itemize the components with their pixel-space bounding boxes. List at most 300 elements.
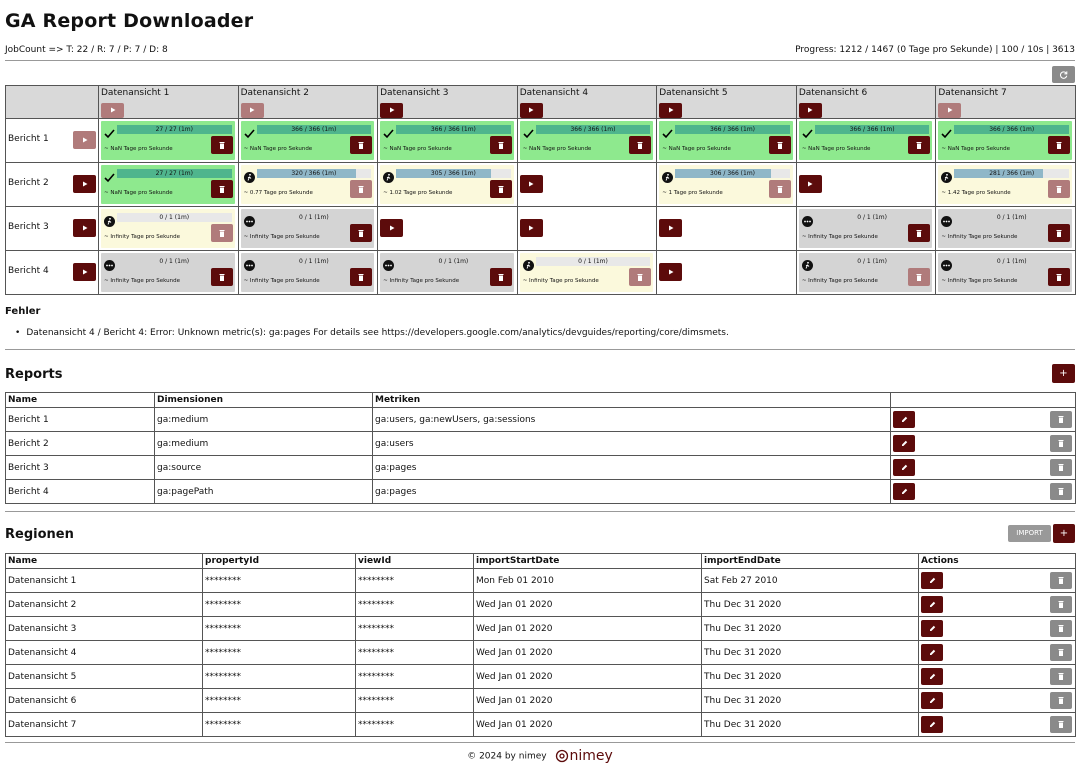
job-count: JobCount => T: 22 / R: 7 / P: 7 / D: 8	[5, 45, 168, 55]
trash-icon	[777, 142, 783, 149]
job-cell	[99, 119, 239, 163]
edit-region-button[interactable]	[921, 692, 943, 709]
trash-icon	[1056, 142, 1062, 149]
logo-text: nimey	[569, 748, 613, 764]
trash-icon	[219, 230, 225, 237]
table-cell: Sat Feb 27 2010	[702, 569, 919, 593]
pending-icon	[802, 216, 813, 227]
status-icon	[941, 124, 952, 135]
progress-label: 27 / 27 (1m)	[155, 170, 193, 177]
progress-status: Progress: 1212 / 1467 (0 Tage pro Sekunde) | 100 / 10s | 3613	[795, 45, 1075, 55]
job-cell	[99, 251, 239, 295]
progress-label: 366 / 366 (1m)	[710, 126, 756, 133]
table-cell: Thu Dec 31 2020	[702, 641, 919, 665]
progress-label: 0 / 1 (1m)	[159, 258, 190, 265]
job-status-box	[938, 165, 1072, 204]
rate-text: ~ Infinity Tage pro Sekunde	[941, 234, 1018, 240]
play-icon	[110, 107, 116, 113]
progress-label: 0 / 1 (1m)	[996, 258, 1027, 265]
run-view-button[interactable]	[101, 103, 124, 118]
delete-job-button[interactable]	[211, 224, 233, 242]
table-cell: ********	[356, 593, 474, 617]
trash-icon	[358, 230, 364, 237]
table-cell: ga:pagePath	[155, 480, 373, 504]
divider	[5, 349, 1075, 350]
trash-icon	[358, 274, 364, 281]
delete-job-button[interactable]	[908, 224, 930, 242]
pending-icon	[941, 260, 952, 271]
status-icon	[383, 256, 394, 267]
footer	[0, 748, 1080, 764]
trash-icon	[1058, 464, 1064, 471]
progress-bar	[536, 257, 651, 266]
play-icon	[668, 107, 674, 113]
edit-report-button[interactable]	[893, 483, 915, 500]
check-icon	[523, 128, 534, 139]
status-icon	[523, 124, 534, 135]
pending-icon	[104, 260, 115, 271]
job-status-box	[241, 253, 375, 292]
table-row	[6, 593, 1076, 617]
progress-bar	[396, 257, 511, 266]
view-column-header	[378, 86, 518, 119]
page-title: GA Report Downloader	[5, 10, 254, 32]
play-icon	[807, 181, 813, 187]
trash-icon	[916, 142, 922, 149]
refresh-icon	[1060, 71, 1068, 79]
run-view-button[interactable]	[520, 103, 543, 118]
status-icon	[802, 212, 813, 223]
table-cell: Wed Jan 01 2020	[474, 641, 702, 665]
status-icon	[104, 212, 115, 223]
play-icon	[389, 225, 395, 231]
job-cell	[378, 251, 518, 295]
progress-label: 320 / 366 (1m)	[291, 170, 337, 177]
progress-label: 366 / 366 (1m)	[291, 126, 337, 133]
report-row-header	[6, 119, 99, 163]
delete-job-button[interactable]	[350, 136, 372, 154]
job-status-box	[938, 121, 1072, 160]
rate-text: ~ 1.02 Tage pro Sekunde	[383, 190, 453, 196]
progress-bar	[815, 257, 930, 266]
play-icon	[528, 225, 534, 231]
rate-text: ~ Infinity Tage pro Sekunde	[941, 278, 1018, 284]
check-icon	[662, 128, 673, 139]
progress-bar	[954, 125, 1069, 134]
run-view-button[interactable]	[659, 103, 682, 118]
run-view-button[interactable]	[380, 103, 403, 118]
delete-job-button[interactable]	[211, 268, 233, 286]
regions-table	[5, 553, 1076, 737]
delete-job-button[interactable]	[490, 268, 512, 286]
edit-icon	[901, 488, 908, 495]
progress-label: 0 / 1 (1m)	[298, 258, 329, 265]
delete-job-button[interactable]	[211, 180, 233, 198]
delete-region-button[interactable]	[1050, 716, 1072, 733]
trash-icon	[1058, 577, 1064, 584]
rate-text: ~ 1 Tage pro Sekunde	[662, 190, 723, 196]
trash-icon	[219, 186, 225, 193]
job-status-box	[799, 209, 933, 248]
status-icon	[104, 124, 115, 135]
status-icon	[662, 124, 673, 135]
view-name: Datenansicht 7	[938, 88, 1007, 98]
view-column-header	[517, 86, 657, 119]
status-icon	[802, 256, 813, 267]
status-icon	[104, 168, 115, 179]
job-cell	[99, 163, 239, 207]
edit-region-button[interactable]	[921, 644, 943, 661]
job-cell	[657, 251, 797, 295]
run-report-button[interactable]	[73, 219, 96, 237]
job-cell	[517, 251, 657, 295]
run-job-button[interactable]	[520, 175, 543, 193]
edit-region-button[interactable]	[921, 596, 943, 613]
report-name: Bericht 3	[8, 222, 49, 232]
job-cell	[796, 251, 936, 295]
table-row	[6, 641, 1076, 665]
job-status-box	[659, 165, 793, 204]
at-icon	[555, 749, 569, 763]
table-row	[6, 408, 1076, 432]
view-name: Datenansicht 2	[240, 88, 309, 98]
progress-label: 0 / 1 (1m)	[857, 258, 887, 265]
edit-region-button[interactable]	[921, 668, 943, 685]
table-cell: Thu Dec 31 2020	[702, 665, 919, 689]
table-cell: ********	[356, 641, 474, 665]
view-column-header	[936, 86, 1076, 119]
import-button[interactable]: IMPORT	[1008, 525, 1051, 542]
delete-region-button[interactable]	[1050, 692, 1072, 709]
table-cell: Wed Jan 01 2020	[474, 593, 702, 617]
table-row	[6, 713, 1076, 737]
table-row	[6, 480, 1076, 504]
pending-icon	[383, 260, 394, 271]
refresh-button[interactable]	[1052, 66, 1075, 83]
table-row	[6, 569, 1076, 593]
trash-icon	[916, 274, 922, 281]
table-cell: ********	[203, 593, 356, 617]
edit-report-button[interactable]	[893, 459, 915, 476]
running-icon	[941, 172, 952, 183]
trash-icon	[1058, 440, 1064, 447]
table-cell: Wed Jan 01 2020	[474, 689, 702, 713]
add-report-button[interactable]: +	[1052, 364, 1075, 383]
check-icon	[104, 128, 115, 139]
progress-label: 0 / 1 (1m)	[298, 214, 329, 221]
report-name: Bericht 1	[8, 134, 49, 144]
progress-label: 27 / 27 (1m)	[155, 126, 193, 133]
edit-region-button[interactable]	[921, 620, 943, 637]
view-name: Datenansicht 5	[659, 88, 728, 98]
table-cell: Wed Jan 01 2020	[474, 617, 702, 641]
edit-icon	[929, 721, 936, 728]
actions-cell	[919, 665, 1076, 689]
report-name: Bericht 4	[8, 266, 49, 276]
add-region-button[interactable]: +	[1053, 524, 1075, 543]
delete-job-button[interactable]	[350, 268, 372, 286]
job-cell	[936, 251, 1076, 295]
progress-bar	[954, 213, 1069, 222]
status-icon	[244, 212, 255, 223]
progress-bar	[954, 257, 1069, 266]
table-cell: ga:medium	[155, 432, 373, 456]
delete-job-button[interactable]	[350, 180, 372, 198]
running-icon	[104, 216, 115, 227]
job-cell	[936, 163, 1076, 207]
job-status-box	[799, 253, 933, 292]
trash-icon	[1058, 488, 1064, 495]
job-cell	[936, 119, 1076, 163]
rate-text: ~ NaN Tage pro Sekunde	[941, 146, 1011, 152]
run-view-button[interactable]	[241, 103, 264, 118]
actions-cell	[891, 480, 1076, 504]
play-icon	[389, 107, 395, 113]
column-header: Dimensionen	[155, 393, 373, 408]
table-cell: ga:pages	[373, 480, 891, 504]
table-cell: ga:source	[155, 456, 373, 480]
trash-icon	[1058, 649, 1064, 656]
table-cell: Datenansicht 4	[6, 641, 203, 665]
job-status-box	[938, 253, 1072, 292]
job-status-box	[938, 209, 1072, 248]
progress-bar	[257, 257, 372, 266]
status-icon	[383, 168, 394, 179]
trash-icon	[358, 186, 364, 193]
job-status-box	[380, 121, 514, 160]
job-cell	[936, 207, 1076, 251]
rate-text: ~ Infinity Tage pro Sekunde	[104, 278, 181, 284]
run-report-button[interactable]	[73, 131, 96, 149]
delete-job-button[interactable]	[769, 136, 791, 154]
job-cell	[238, 251, 378, 295]
running-icon	[662, 172, 673, 183]
rate-text: ~ NaN Tage pro Sekunde	[243, 146, 313, 152]
view-name: Datenansicht 1	[101, 88, 170, 98]
delete-region-button[interactable]	[1050, 572, 1072, 589]
copyright: © 2024 by nimey	[467, 751, 547, 762]
delete-job-button[interactable]	[350, 224, 372, 242]
delete-report-button[interactable]	[1050, 411, 1072, 428]
table-cell: ********	[356, 617, 474, 641]
report-row	[6, 207, 1076, 251]
run-job-button[interactable]	[520, 219, 543, 237]
job-cell	[517, 163, 657, 207]
progress-bar	[117, 169, 232, 178]
rate-text: ~ Infinity Tage pro Sekunde	[383, 278, 460, 284]
job-cell	[238, 119, 378, 163]
progress-bar	[117, 125, 232, 134]
progress-label: 366 / 366 (1m)	[570, 126, 616, 133]
delete-job-button[interactable]	[629, 136, 651, 154]
trash-icon	[498, 142, 504, 149]
rate-text: ~ 1.42 Tage pro Sekunde	[941, 190, 1011, 196]
progress-label: 306 / 366 (1m)	[710, 170, 756, 177]
trash-icon	[637, 142, 643, 149]
job-status-box	[520, 121, 654, 160]
play-icon	[807, 107, 813, 113]
progress-bar	[396, 169, 511, 178]
divider	[5, 60, 1075, 61]
job-cell	[657, 119, 797, 163]
progress-label: 0 / 1 (1m)	[857, 214, 887, 221]
table-cell: ********	[356, 689, 474, 713]
view-column-header	[238, 86, 378, 119]
job-cell	[657, 163, 797, 207]
run-job-button[interactable]	[659, 219, 682, 237]
trash-icon	[1056, 274, 1062, 281]
progress-bar	[675, 125, 790, 134]
delete-region-button[interactable]	[1050, 620, 1072, 637]
status-icon	[244, 124, 255, 135]
actions-cell	[891, 408, 1076, 432]
job-status-box	[659, 121, 793, 160]
delete-job-button[interactable]	[490, 136, 512, 154]
status-icon	[941, 168, 952, 179]
rate-text: ~ Infinity Tage pro Sekunde	[243, 234, 320, 240]
table-cell: Datenansicht 2	[6, 593, 203, 617]
run-report-button[interactable]	[73, 175, 96, 193]
run-view-button[interactable]	[938, 103, 961, 118]
job-cell	[796, 163, 936, 207]
column-header: Name	[6, 393, 155, 408]
column-header: importEndDate	[702, 554, 919, 569]
run-job-button[interactable]	[380, 219, 403, 237]
run-view-button[interactable]	[799, 103, 822, 118]
trash-icon	[358, 142, 364, 149]
job-cell	[238, 207, 378, 251]
table-row	[6, 689, 1076, 713]
delete-job-button[interactable]	[908, 136, 930, 154]
run-job-button[interactable]	[799, 175, 822, 193]
rate-text: ~ Infinity Tage pro Sekunde	[522, 278, 599, 284]
trash-icon	[777, 186, 783, 193]
running-icon	[523, 260, 534, 271]
report-row	[6, 119, 1076, 163]
delete-job-button[interactable]	[1048, 180, 1070, 198]
table-cell: ga:pages	[373, 456, 891, 480]
job-status-box	[101, 165, 235, 204]
actions-cell	[919, 689, 1076, 713]
delete-region-button[interactable]	[1050, 644, 1072, 661]
table-cell: Bericht 2	[6, 432, 155, 456]
table-row	[6, 456, 1076, 480]
check-icon	[104, 172, 115, 183]
view-name: Datenansicht 6	[798, 88, 868, 98]
job-status-box	[380, 165, 514, 204]
play-icon	[249, 107, 255, 113]
edit-icon	[901, 416, 908, 423]
view-name: Datenansicht 4	[519, 88, 589, 98]
trash-icon	[498, 186, 504, 193]
actions-cell	[919, 713, 1076, 737]
progress-label: 366 / 366 (1m)	[989, 126, 1035, 133]
progress-label: 0 / 1 (1m)	[438, 258, 469, 265]
edit-region-button[interactable]	[921, 716, 943, 733]
trash-icon	[219, 274, 225, 281]
run-job-button[interactable]	[659, 263, 682, 281]
regions-heading: Regionen	[5, 527, 74, 542]
error-item: • Datenansicht 4 / Bericht 4: Error: Unknown metric(s): ga:pages For details see https://developers.google.com/analytics/devguides/reporting/core/dimsmets.	[15, 328, 729, 338]
delete-region-button[interactable]	[1050, 596, 1072, 613]
edit-region-button[interactable]	[921, 572, 943, 589]
trash-icon	[498, 274, 504, 281]
table-cell: Thu Dec 31 2020	[702, 617, 919, 641]
delete-job-button[interactable]	[629, 268, 651, 286]
delete-job-button[interactable]	[490, 180, 512, 198]
job-cell	[238, 163, 378, 207]
column-header: importStartDate	[474, 554, 702, 569]
table-cell: Thu Dec 31 2020	[702, 689, 919, 713]
delete-region-button[interactable]	[1050, 668, 1072, 685]
delete-report-button[interactable]	[1050, 435, 1072, 452]
table-cell: Bericht 1	[6, 408, 155, 432]
divider	[5, 742, 1075, 743]
running-icon	[802, 260, 813, 271]
delete-job-button[interactable]	[769, 180, 791, 198]
play-icon	[947, 107, 953, 113]
job-cell	[517, 119, 657, 163]
delete-report-button[interactable]	[1050, 483, 1072, 500]
column-header: propertyId	[203, 554, 356, 569]
run-report-button[interactable]	[73, 263, 96, 281]
delete-job-button[interactable]	[211, 136, 233, 154]
status-icon	[383, 124, 394, 135]
pending-icon	[941, 216, 952, 227]
delete-report-button[interactable]	[1050, 459, 1072, 476]
edit-icon	[929, 697, 936, 704]
edit-icon	[929, 673, 936, 680]
edit-icon	[929, 601, 936, 608]
progress-label: 281 / 366 (1m)	[989, 170, 1035, 177]
progress-label: 366 / 366 (1m)	[849, 126, 895, 133]
delete-job-button[interactable]	[1048, 136, 1070, 154]
edit-report-button[interactable]	[893, 411, 915, 428]
progress-bar	[396, 125, 511, 134]
trash-icon	[1058, 601, 1064, 608]
view-column-header	[99, 86, 239, 119]
table-cell: ga:users	[373, 432, 891, 456]
actions-cell	[891, 456, 1076, 480]
progress-label: 0 / 1 (1m)	[996, 214, 1027, 221]
delete-job-button[interactable]	[908, 268, 930, 286]
delete-job-button[interactable]	[1048, 268, 1070, 286]
table-cell: Bericht 4	[6, 480, 155, 504]
progress-bar	[815, 213, 930, 222]
table-row	[6, 665, 1076, 689]
progress-bar	[117, 257, 232, 266]
table-cell: Datenansicht 3	[6, 617, 203, 641]
job-status-box	[241, 121, 375, 160]
progress-bar	[117, 213, 232, 222]
job-cell	[657, 207, 797, 251]
progress-label: 0 / 1 (1m)	[578, 258, 608, 265]
view-column-header	[796, 86, 936, 119]
edit-report-button[interactable]	[893, 435, 915, 452]
actions-cell	[919, 641, 1076, 665]
nimey-logo[interactable]	[555, 748, 612, 764]
delete-job-button[interactable]	[1048, 224, 1070, 242]
column-header: viewId	[356, 554, 474, 569]
table-cell: ********	[203, 617, 356, 641]
table-cell: Bericht 3	[6, 456, 155, 480]
table-cell: ********	[203, 569, 356, 593]
edit-icon	[929, 577, 936, 584]
progress-bar	[257, 213, 372, 222]
trash-icon	[1058, 673, 1064, 680]
table-cell: ********	[356, 569, 474, 593]
table-cell: Datenansicht 7	[6, 713, 203, 737]
